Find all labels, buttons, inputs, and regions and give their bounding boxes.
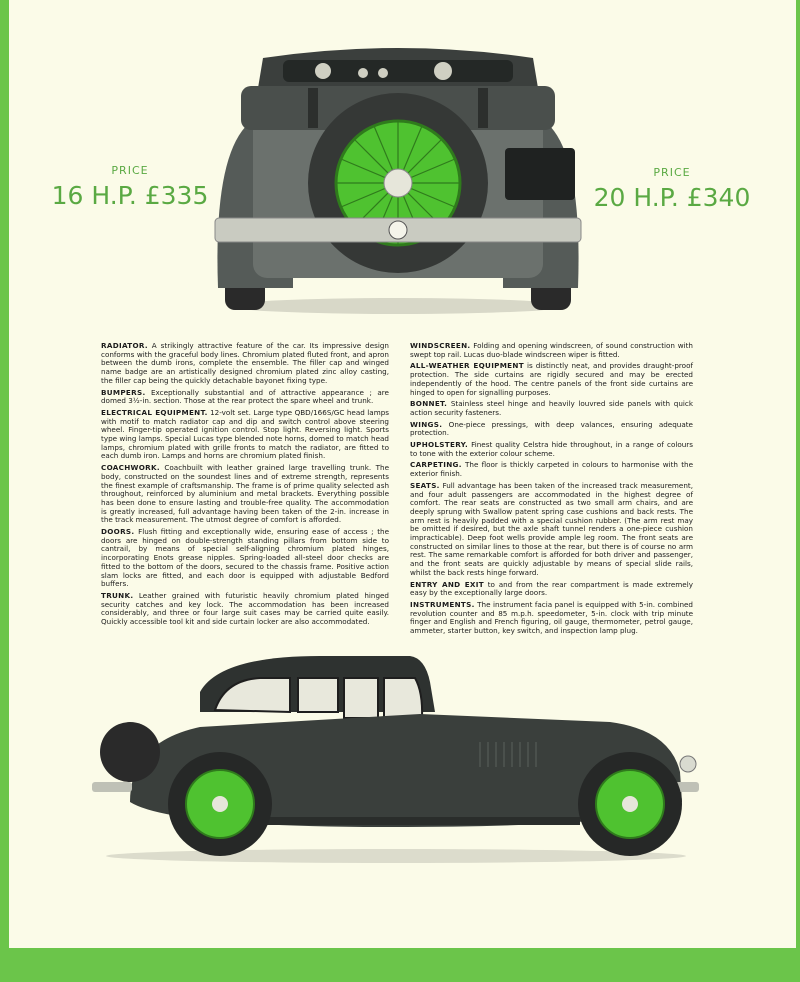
spec-coachwork: COACHWORK. Coachbuilt with leather grained large travelling trunk. The body, constructed on the soundest lines and of extreme strength, represents the finest example of craftsmanship. The frame is of prime quality selected ash throughout, reinforced by aluminium and metal brackets. Everything possible has been done to ensure lasting and trouble-free quality. The accommodation is greatly increased, full advantage having been taken of the 2-in. increase in the track measurement. The utmost degree of comfort is afforded.	[101, 463, 389, 525]
spec-doors: DOORS. Flush fitting and exceptionally wide, ensuring ease of access ; the doors are hinged on double-strength standing pillars from bottom side to cantrail, by means of special self-aligning chromium plated hinges, incorporating Enots grease nipples. Spring-loaded all-steel door checks are fitted to the bottom of the doors, secured to the chassis frame. Positive action slam locks are fitted, and each door is equipped with adjustable Bedford buffers.	[101, 527, 389, 589]
spec-column-left	[101, 342, 389, 630]
spec-entry-and-exit: ENTRY AND EXIT to and from the rear compartment is made extremely easy by the exceptionally large doors.	[410, 579, 693, 598]
price-label: PRICE	[653, 166, 691, 179]
spec-electrical-equipment: ELECTRICAL EQUIPMENT. 12-volt set. Large type QBD/166S/GC head lamps with motif to match radiator cap and dip and switch control above steering wheel. Finger-tip operated ignition control. Stop light. Reversing light. Sports type wing lamps. Special Lucas type blended note horns, domed to match head lamps, chromium plated with grille fronts to match the radiator, are fitted to each dumb iron. Lamps and horns are chromium plated finish.	[101, 407, 390, 461]
price-label: PRICE	[111, 164, 149, 177]
spec-windscreen: WINDSCREEN. Folding and opening windscreen, of sound construction with swept top rail. Lucas duo-blade windscreen wiper is fitted.	[410, 341, 693, 359]
price-value: 16 H.P. £335	[51, 181, 209, 210]
spec-column-right	[410, 342, 693, 639]
spec-all-weather-equipment: ALL-WEATHER EQUIPMENT is distinctly neat, and provides draught-proof protection. The side curtains are rigidly secured and may be erected independently of the hood. The centre panels of the front side curtains are hinged to open for signalling purposes.	[410, 361, 694, 397]
spec-bonnet: BONNET. Stainless steel hinge and heavily louvred side panels with quick action security fasteners.	[410, 399, 693, 417]
spec-instruments: INSTRUMENTS. The instrument facia panel is equipped with 5-in. combined revolution counter and 85 m.p.h. speedometer, 5-in. clock with trip minute finger and English and French figuring, oil gauge, thermometer, petrol gauge, ammeter, starter button, key switch, and inspection lamp plug.	[410, 599, 693, 636]
spec-upholstery: UPHOLSTERY. Finest quality Celstra hide throughout, in a range of colours to tone with the exterior colour scheme.	[410, 440, 693, 458]
price-value: 20 H.P. £340	[593, 183, 751, 212]
price-20hp	[592, 166, 752, 212]
spec-radiator: RADIATOR. A strikingly attractive feature of the car. Its impressive design conforms with the graceful body lines. Chromium plated fluted front, and apron between the dumb irons, complete the ensemble. The filler cap and winged name badge are an artistically designed chromium plated zinc alloy casting, the filler cap being the quickly detachable bayonet fixing type.	[101, 341, 389, 385]
side-view-car-illustration	[90, 652, 702, 866]
rear-view-car-illustration	[213, 38, 583, 316]
spec-seats: SEATS. Full advantage has been taken of the increased track measurement, and four adult passengers are accommodated in the highest degree of comfort. The rear seats are constructed as two small arm chairs, and are deeply sprung with Swallow patent spring case cushions and back rests. The arm rest is heavily padded with a special cushion rubber. (The arm rest may be omitted if desired, but the axle shaft tunnel renders a one-piece cushion impracticable). Deep foot wells provide ample leg room. The front seats are constructed on similar lines to those at the rear, but there is of course no arm rest. The same remarkable comfort is afforded for both driver and passenger, and the front seats are quickly adjustable by means of special slide rails, whilst the back rests hinge forward.	[410, 480, 693, 577]
spec-carpeting: CARPETING. The floor is thickly carpeted in colours to harmonise with the exterior finish.	[410, 460, 693, 479]
spec-wings: WINGS. One-piece pressings, with deep valances, ensuring adequate protection.	[410, 419, 693, 438]
price-16hp	[50, 164, 210, 210]
spec-trunk: TRUNK. Leather grained with futuristic heavily chromium plated hinged security catches and key lock. The accommodation has been increased considerably, and three or four large suit cases may be carried quite easily. Quickly accessible tool kit and side curtain locker are also accommodated.	[101, 590, 389, 627]
spec-bumpers: BUMPERS. Exceptionally substantial and of attractive appearance ; are domed 3½-in. section. Those at the rear protect the spare wheel and trunk.	[101, 387, 389, 406]
